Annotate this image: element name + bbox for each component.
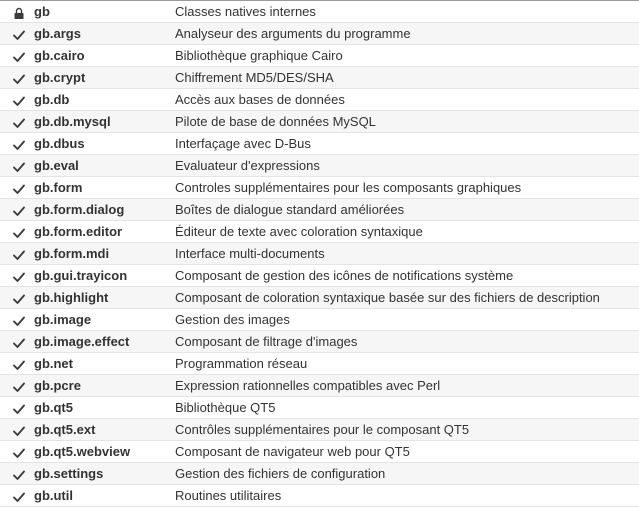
check-icon[interactable]: [12, 94, 26, 108]
component-row-gb-db-mysql[interactable]: [0, 111, 639, 133]
check-icon[interactable]: [12, 380, 26, 394]
component-name: gb.form.editor: [34, 224, 123, 239]
component-row-gb-qt5-ext[interactable]: [0, 419, 639, 441]
check-icon[interactable]: [12, 226, 26, 240]
component-row-gb-qt5-webview[interactable]: [0, 441, 639, 463]
check-icon[interactable]: [12, 138, 26, 152]
component-name: gb.db.mysql: [34, 114, 111, 129]
component-row-gb-image-effect[interactable]: [0, 331, 639, 353]
component-row-gb-form[interactable]: [0, 177, 639, 199]
component-row-gb-form-mdi[interactable]: [0, 243, 639, 265]
component-description: Bibliothèque graphique Cairo: [175, 48, 343, 63]
component-description: Bibliothèque QT5: [175, 400, 276, 415]
component-description: Expression rationnelles compatibles avec Perl: [175, 378, 441, 393]
component-description: Composant de gestion des icônes de notifications système: [175, 268, 514, 283]
component-row-gb-form-dialog[interactable]: [0, 199, 639, 221]
component-description: Routines utilitaires: [175, 488, 282, 503]
component-description: Contrôles supplémentaires pour le composant QT5: [175, 422, 470, 437]
component-row-gb-qt5[interactable]: [0, 397, 639, 419]
component-description: Classes natives internes: [175, 4, 316, 19]
check-icon[interactable]: [12, 182, 26, 196]
component-row-gb-net[interactable]: [0, 353, 639, 375]
component-description: Gestion des images: [175, 312, 290, 327]
component-description: Chiffrement MD5/DES/SHA: [175, 70, 334, 85]
component-row-gb-args[interactable]: [0, 23, 639, 45]
component-name: gb.dbus: [34, 136, 85, 151]
check-icon[interactable]: [12, 468, 26, 482]
component-description: Interface multi-documents: [175, 246, 325, 261]
component-name: gb.cairo: [34, 48, 85, 63]
component-name: gb.qt5.ext: [34, 422, 96, 437]
component-description: Éditeur de texte avec coloration syntaxique: [175, 224, 423, 239]
component-name: gb.gui.trayicon: [34, 268, 128, 283]
check-icon[interactable]: [12, 292, 26, 306]
component-description: Pilote de base de données MySQL: [175, 114, 376, 129]
component-name: gb: [34, 4, 50, 19]
component-name: gb.crypt: [34, 70, 86, 85]
check-icon[interactable]: [12, 50, 26, 64]
check-icon[interactable]: [12, 270, 26, 284]
component-row-gb-image[interactable]: [0, 309, 639, 331]
check-icon[interactable]: [12, 204, 26, 218]
component-name: gb.qt5.webview: [34, 444, 131, 459]
component-name: gb.image.effect: [34, 334, 130, 349]
check-icon[interactable]: [12, 446, 26, 460]
component-description: Programmation réseau: [175, 356, 308, 371]
component-description: Boîtes de dialogue standard améliorées: [175, 202, 405, 217]
component-description: Composant de coloration syntaxique basée sur des fichiers de description: [175, 290, 600, 305]
component-name: gb.form: [34, 180, 83, 195]
component-row-gb-eval[interactable]: [0, 155, 639, 177]
component-row-gb-highlight[interactable]: [0, 287, 639, 309]
check-icon[interactable]: [12, 72, 26, 86]
component-name: gb.util: [34, 488, 73, 503]
check-icon[interactable]: [12, 358, 26, 372]
component-description: Composant de navigateur web pour QT5: [175, 444, 410, 459]
component-row-gb-util[interactable]: [0, 485, 639, 507]
component-description: Gestion des fichiers de configuration: [175, 466, 386, 481]
component-description: Accès aux bases de données: [175, 92, 345, 107]
component-name: gb.eval: [34, 158, 79, 173]
component-name: gb.db: [34, 92, 70, 107]
component-row-gb-cairo[interactable]: [0, 45, 639, 67]
check-icon[interactable]: [12, 28, 26, 42]
component-name: gb.settings: [34, 466, 104, 481]
component-name: gb.highlight: [34, 290, 109, 305]
check-icon[interactable]: [12, 336, 26, 350]
component-description: Interfaçage avec D-Bus: [175, 136, 311, 151]
component-description: Controles supplémentaires pour les composants graphiques: [175, 180, 522, 195]
check-icon[interactable]: [12, 248, 26, 262]
component-row-gb[interactable]: [0, 1, 639, 23]
component-name: gb.form.dialog: [34, 202, 125, 217]
component-name: gb.args: [34, 26, 81, 41]
component-name: gb.form.mdi: [34, 246, 110, 261]
check-icon[interactable]: [12, 490, 26, 504]
component-name: gb.image: [34, 312, 92, 327]
component-name: gb.qt5: [34, 400, 73, 415]
lock-icon[interactable]: [12, 6, 26, 20]
component-list: [0, 1, 639, 507]
component-name: gb.net: [34, 356, 73, 371]
component-row-gb-crypt[interactable]: [0, 67, 639, 89]
component-row-gb-db[interactable]: [0, 89, 639, 111]
check-icon[interactable]: [12, 314, 26, 328]
check-icon[interactable]: [12, 402, 26, 416]
component-row-gb-dbus[interactable]: [0, 133, 639, 155]
component-row-gb-settings[interactable]: [0, 463, 639, 485]
check-icon[interactable]: [12, 116, 26, 130]
component-description: Composant de filtrage d'images: [175, 334, 358, 349]
component-row-gb-pcre[interactable]: [0, 375, 639, 397]
component-row-gb-form-editor[interactable]: [0, 221, 639, 243]
check-icon[interactable]: [12, 160, 26, 174]
check-icon[interactable]: [12, 424, 26, 438]
component-row-gb-gui-trayicon[interactable]: [0, 265, 639, 287]
component-description: Evaluateur d'expressions: [175, 158, 320, 173]
component-name: gb.pcre: [34, 378, 81, 393]
component-description: Analyseur des arguments du programme: [175, 26, 411, 41]
